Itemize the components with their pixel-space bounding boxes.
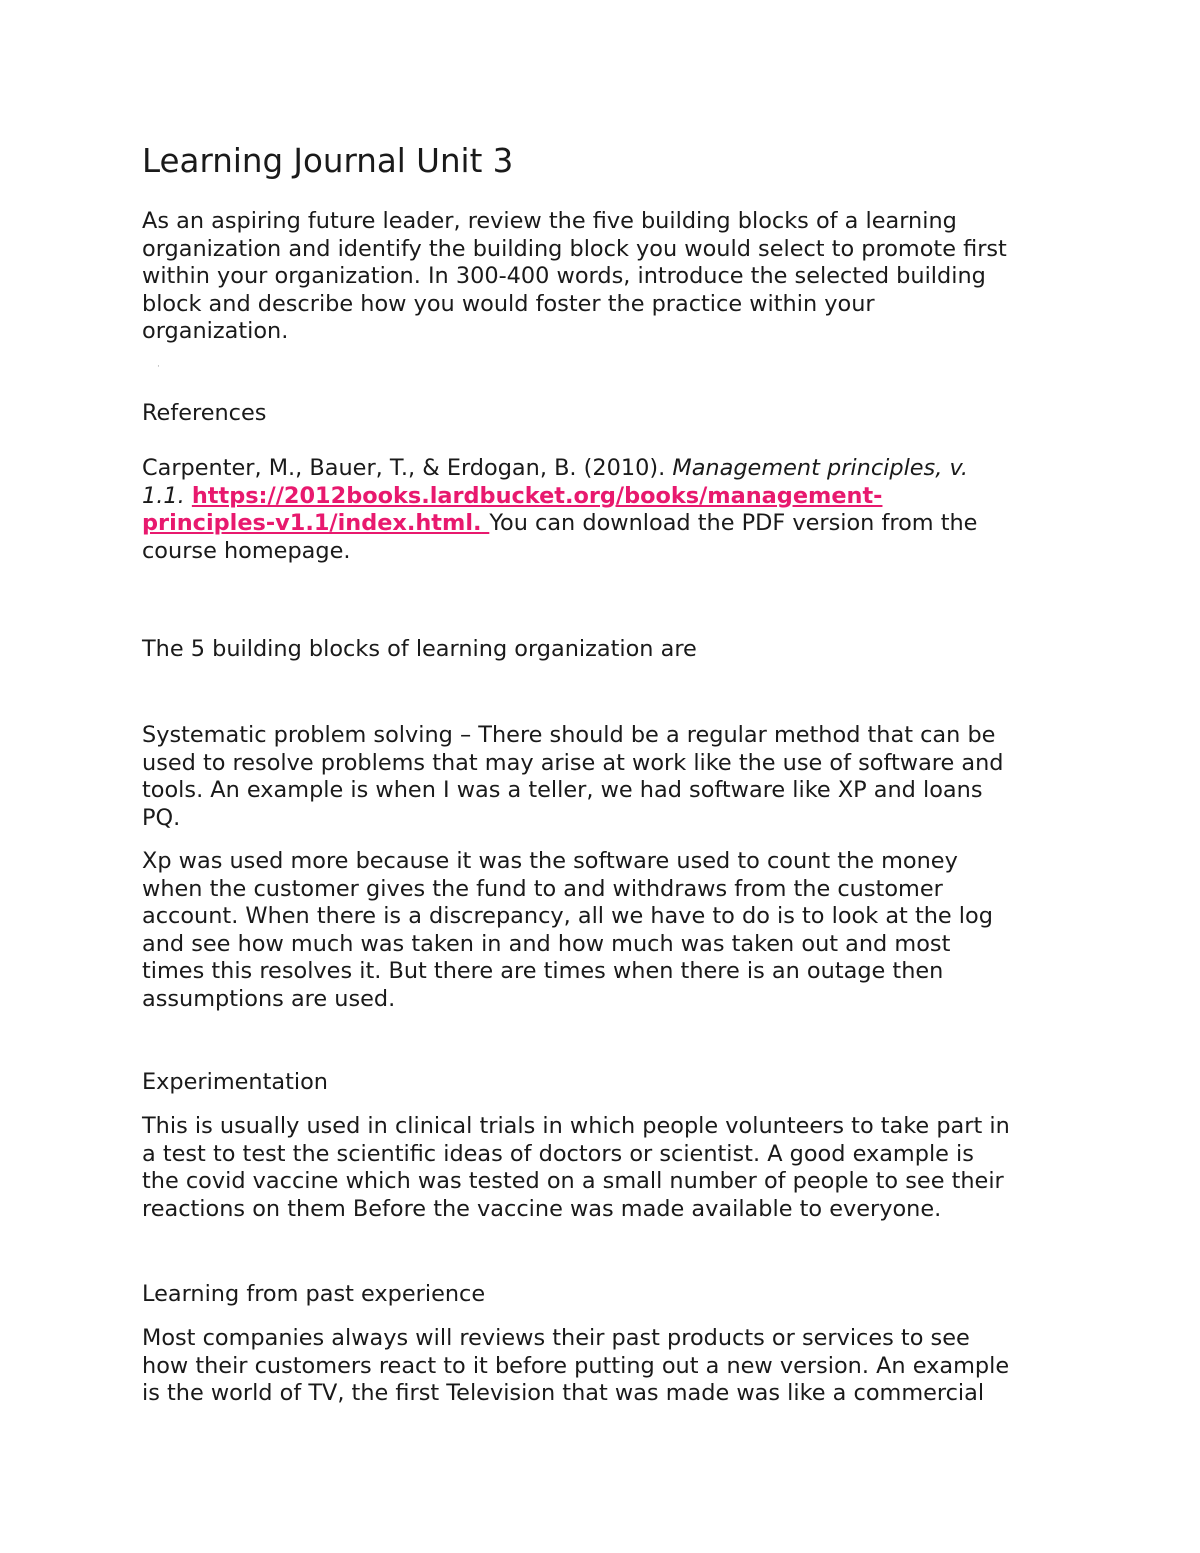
- paragraph-line: a test to test the scientific ideas of doctors or scientist. A good example is: [142, 1140, 974, 1167]
- paragraph-line: the covid vaccine which was tested on a small number of people to see their: [142, 1168, 1004, 1194]
- paragraph-line: account. When there is a discrepancy, all we have to do is to look at the log: [142, 903, 993, 929]
- paragraph-line: is the world of TV, the first Television that was made was like a commercial: [142, 1380, 985, 1406]
- paragraph-line: reactions on them Before the vaccine was made available to everyone.: [142, 1195, 942, 1222]
- paragraph-line: when the customer gives the fund to and withdraws from the customer: [142, 875, 943, 902]
- paragraph-line: times this resolves it. But there are times when there is an outage then: [142, 958, 944, 984]
- prompt-line: organization.: [142, 318, 289, 344]
- reference-download-note: You can download the PDF version from the: [489, 510, 978, 536]
- reference-line-2: [142, 483, 977, 511]
- prompt-line: As an aspiring future leader, review the five building blocks of a learning: [142, 208, 957, 234]
- reference-book-title-cont: 1.1.: [142, 482, 185, 509]
- assignment-prompt: [142, 208, 1007, 346]
- prompt-line: within your organization. In 300-400 words, introduce the selected building: [142, 263, 986, 289]
- paragraph-line: and see how much was taken in and how much was taken out and most: [142, 930, 951, 957]
- reference-link[interactable]: https://2012books.lardbucket.org/books/management-: [191, 482, 883, 509]
- reference-line-3: [142, 510, 977, 538]
- experimentation-heading: Experimentation: [142, 1069, 328, 1095]
- systematic-paragraph: [142, 722, 1004, 832]
- experimentation-paragraph: [142, 1113, 1010, 1223]
- intro-line: The 5 building blocks of learning organization are: [142, 636, 697, 662]
- paragraph-line: Systematic problem solving – There should be a regular method that can be: [142, 722, 996, 748]
- reference-line-1: [142, 455, 977, 483]
- reference-book-title: Management principles, v.: [672, 455, 969, 481]
- references-heading: References: [142, 400, 267, 426]
- paragraph-line: Xp was used more because it was the software used to count the money: [142, 848, 958, 874]
- prompt-line: block and describe how you would foster the practice within your: [142, 290, 875, 317]
- stray-mark: ·: [157, 362, 160, 372]
- prompt-line: organization and identify the building block you would select to promote first: [142, 235, 1007, 262]
- paragraph-line: tools. An example is when I was a teller, we had software like XP and loans: [142, 777, 983, 803]
- xp-paragraph: [142, 848, 993, 1013]
- reference-entry: [142, 455, 977, 565]
- paragraph-line: Most companies always will reviews their past products or services to see: [142, 1325, 970, 1351]
- paragraph-line: PQ.: [142, 804, 181, 831]
- paragraph-line: This is usually used in clinical trials in which people volunteers to take part in: [142, 1113, 1010, 1139]
- reference-line-4: course homepage.: [142, 537, 351, 564]
- past-experience-heading: Learning from past experience: [142, 1281, 486, 1307]
- reference-authors: Carpenter, M., Bauer, T., & Erdogan, B. (2010).: [142, 455, 666, 481]
- paragraph-line: how their customers react to it before putting out a new version. An example: [142, 1352, 1010, 1379]
- paragraph-line: assumptions are used.: [142, 985, 396, 1012]
- reference-link-cont[interactable]: principles-v1.1/index.html.: [142, 510, 482, 536]
- past-experience-paragraph: [142, 1325, 1009, 1408]
- paragraph-line: used to resolve problems that may arise at work like the use of software and: [142, 749, 1004, 776]
- document-title: Learning Journal Unit 3: [142, 142, 514, 180]
